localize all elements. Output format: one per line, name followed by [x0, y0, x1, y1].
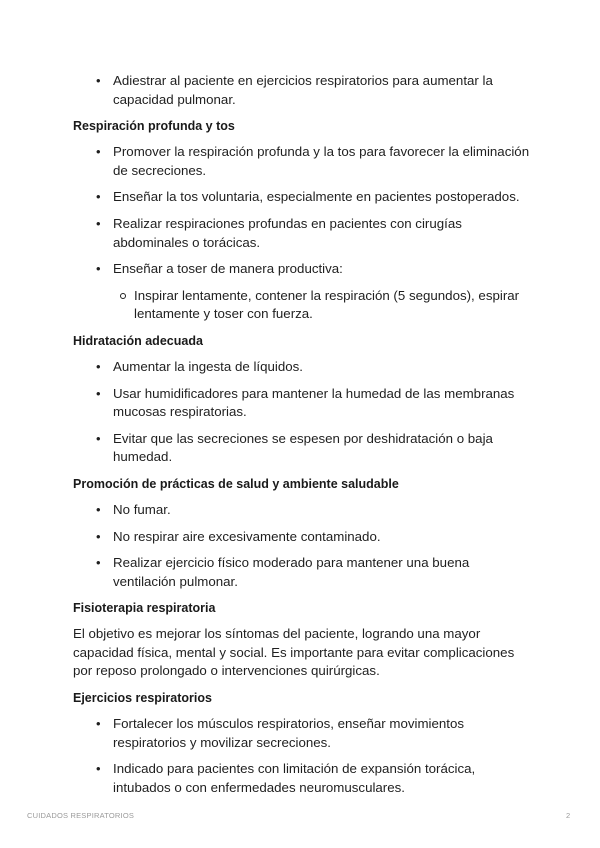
respiracion-sublist	[113, 287, 533, 324]
hidratacion-list	[73, 358, 533, 467]
list-item: • Usar humidificadores para mantener la humedad de las membranas mucosas respiratorias.	[73, 385, 533, 422]
section-heading-hidratacion: Hidratación adecuada	[73, 333, 203, 348]
page-content	[73, 72, 533, 805]
list-item: • Realizar ejercicio físico moderado para mantener una buena ventilación pulmonar.	[73, 554, 533, 591]
list-item: • No fumar.	[73, 501, 533, 520]
list-item: • Evitar que las secreciones se espesen por deshidratación o baja humedad.	[73, 430, 533, 467]
ejercicios-list	[73, 715, 533, 797]
sub-list-item: Inspirar lentamente, contener la respiración (5 segundos), espirar lentamente y toser con fuerza.	[113, 287, 533, 324]
list-item: • Aumentar la ingesta de líquidos.	[73, 358, 533, 377]
list-item: • Indicado para pacientes con limitación de expansión torácica, intubados o con enfermedades neuromusculares.	[73, 760, 533, 797]
section-heading-ejercicios: Ejercicios respiratorios	[73, 691, 212, 706]
list-item-with-sublist	[73, 260, 533, 324]
section-heading-respiracion: Respiración profunda y tos	[73, 119, 235, 134]
fisioterapia-paragraph: El objetivo es mejorar los síntomas del paciente, logrando una mayor capacidad física, mental y social. Es importante para evitar complicaciones por reposo prolongado o intervenciones quirúrgicas.	[73, 626, 515, 679]
promocion-list	[73, 501, 533, 591]
intro-list	[73, 72, 533, 109]
section-heading-promocion: Promoción de prácticas de salud y ambiente saludable	[73, 476, 399, 491]
section-heading-fisioterapia: Fisioterapia respiratoria	[73, 601, 216, 616]
list-item-text: Enseñar a toser de manera productiva:	[113, 261, 343, 277]
list-item: • Enseñar la tos voluntaria, especialmente en pacientes postoperados.	[73, 188, 533, 207]
list-item: • Fortalecer los músculos respiratorios, enseñar movimientos respiratorios y movilizar secreciones.	[73, 715, 533, 752]
respiracion-list	[73, 143, 533, 324]
list-item: • Adiestrar al paciente en ejercicios respiratorios para aumentar la capacidad pulmonar.	[73, 72, 533, 109]
page-number: 2	[566, 811, 571, 820]
list-item: • Promover la respiración profunda y la tos para favorecer la eliminación de secreciones.	[73, 143, 533, 180]
footer-title: CUIDADOS RESPIRATORIOS	[27, 811, 135, 820]
list-item: • Realizar respiraciones profundas en pacientes con cirugías abdominales o torácicas.	[73, 215, 533, 252]
list-item: • No respirar aire excesivamente contaminado.	[73, 528, 533, 547]
